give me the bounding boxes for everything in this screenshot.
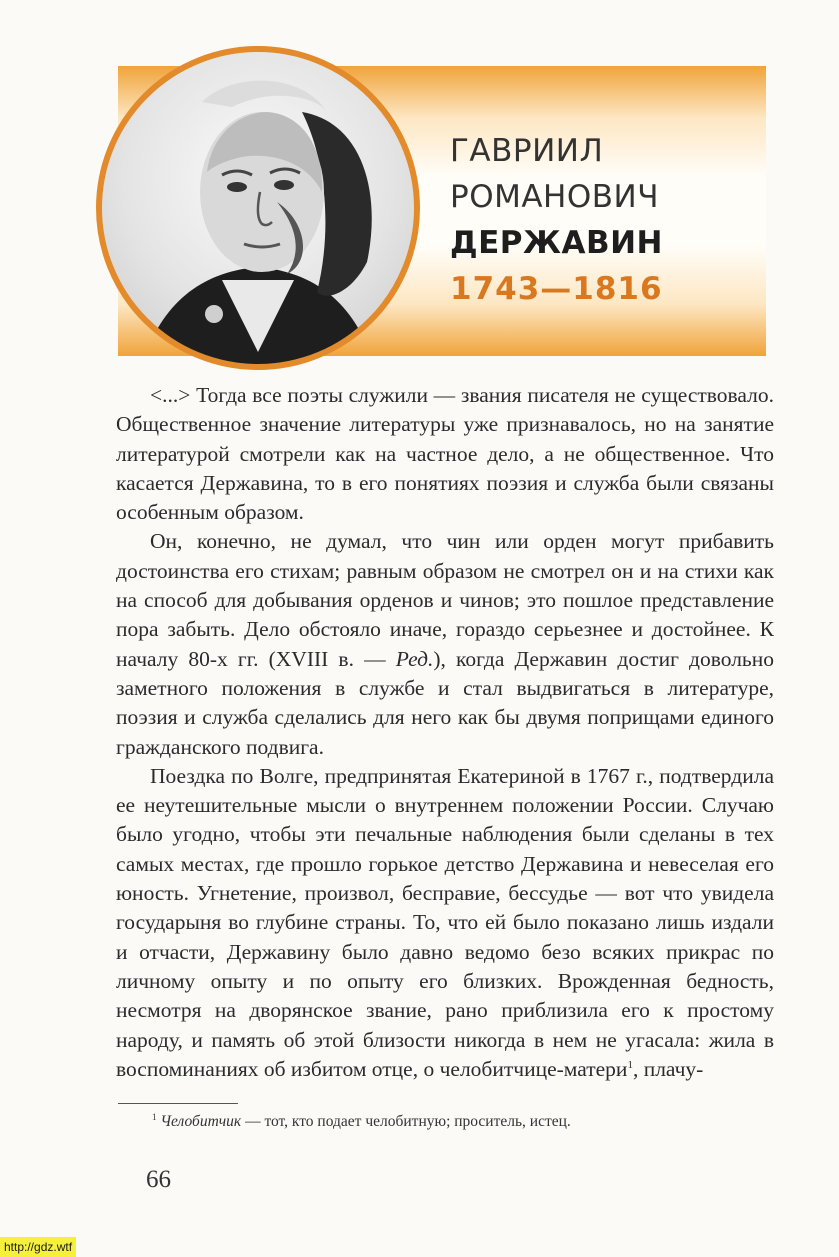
text-segment: Поездка по Волге, предпринятая Екатериной в 1767 г., подтвердила ее неутешительные мысли о внутреннем положении России. Случаю было угодно, чтобы эти печальные наблюдения были сделаны в тех самых местах, где прошло горькое детство Державина и невеселая его юность. Угнетение, произвол, бесправие, бессудье — вот что увидела государыня во глубине страны. То, что ей было показано лишь издали и отчасти, Державину было давно ведомо безо всяких прикрас по личному опыту и по опыту его близких. Врожденная бедность, несмотря на дворянское звание, рано приблизила его к простому народу, и память об этой близости никогда в нем не угасала: жила в воспоминаниях об избитом отце, о челобитчице-матери	[116, 763, 774, 1081]
portrait-icon	[96, 46, 420, 370]
portrait-engraving-icon	[102, 52, 414, 364]
author-patronymic: РОМАНОВИЧ	[450, 179, 659, 215]
footnote-divider	[118, 1103, 238, 1104]
author-years: 1743—1816	[450, 271, 663, 307]
italic-text: Ред.	[395, 646, 434, 671]
footnote-definition: — тот, кто подает челобитную; проситель, истец.	[241, 1113, 571, 1131]
text-segment: , плачу-	[632, 1056, 704, 1081]
paragraph	[116, 527, 774, 761]
paragraph	[116, 381, 774, 527]
paragraph	[116, 762, 774, 1084]
body-text	[116, 381, 774, 1084]
credit-link[interactable]: http://gdz.wtf	[0, 1237, 76, 1257]
text-segment: <...> Тогда все поэты служили — звания писателя не существовало. Общественное значение литературы уже признавалось, но на занятие литературой смотрели как на частное дело, а не общественное. Что касается Державина, то в его понятиях поэзия и служба были связаны особенным образом.	[116, 383, 774, 525]
author-name-block	[450, 128, 663, 312]
author-first-name: ГАВРИИЛ	[450, 133, 604, 169]
footnote	[152, 1112, 571, 1131]
page-number: 66	[146, 1166, 171, 1193]
text-segment: ), когда Державин достиг довольно заметного положения в службе и стал выдвигаться в литературе, поэзия и служба сделались для него как бы двумя поприщами единого гражданского подвига.	[116, 646, 774, 759]
footnote-term: Челобитчик	[160, 1113, 242, 1131]
author-surname: ДЕРЖАВИН	[450, 225, 663, 261]
footnote-marker: 1	[152, 1112, 157, 1122]
footnote-ref: 1	[627, 1058, 633, 1071]
text-segment: Он, конечно, не думал, что чин или орден могут прибавить достоинства его стихам; равным образом не смотрел он и на стихи как на способ для добывания орденов и чинов; это пошлое представление пора забыть. Дело обстояло иначе, гораздо серьезнее и достойнее. К началу 80-х гг. (XVIII в. —	[116, 529, 774, 671]
